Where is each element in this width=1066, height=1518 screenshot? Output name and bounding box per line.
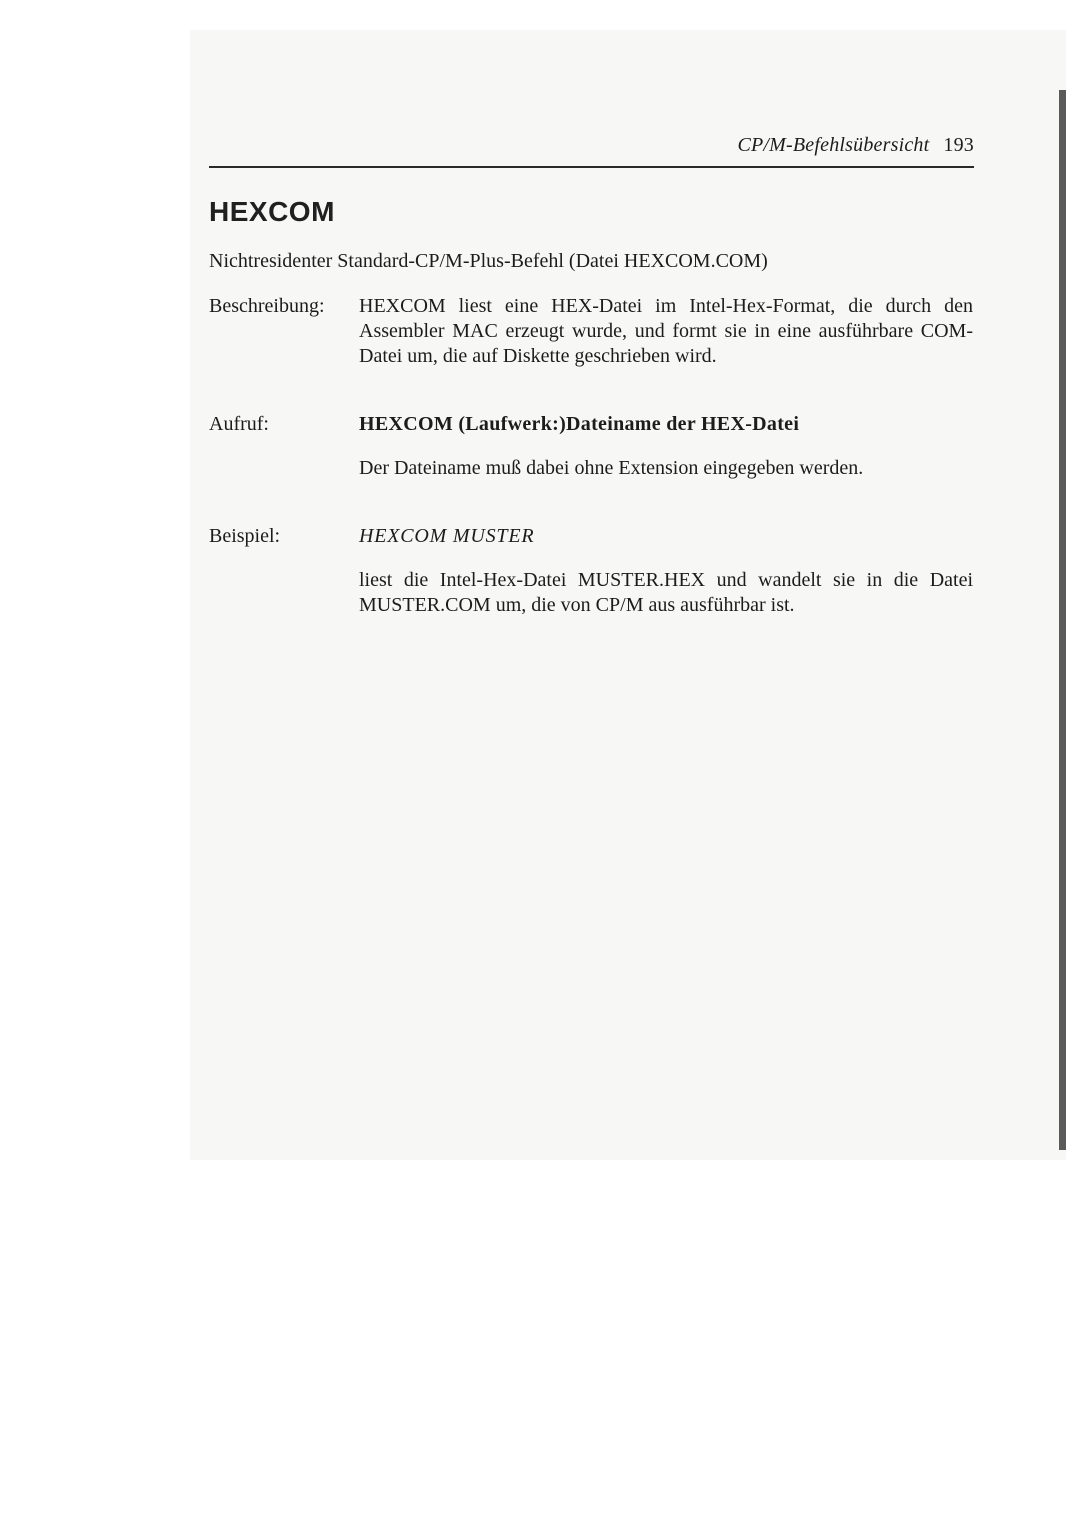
header-rule xyxy=(209,166,974,168)
header-title: CP/M-Befehlsübersicht xyxy=(737,134,930,156)
description-text: HEXCOM liest eine HEX-Datei im Intel-Hex-Format, die durch den Assembler MAC erzeugt wurde, und formt sie in eine ausführbare COM-Datei um, die auf Diskette geschrieben wird. xyxy=(359,295,973,367)
example-label: Beispiel: xyxy=(209,525,281,547)
call-entry xyxy=(209,412,974,437)
running-header xyxy=(737,134,974,157)
example-note: liest die Intel-Hex-Datei MUSTER.HEX und wandelt sie in die Datei MUSTER.COM um, die von CP/M aus ausführbar ist. xyxy=(359,569,973,616)
scan-edge-shadow xyxy=(1059,90,1066,1150)
description-label: Beschreibung: xyxy=(209,295,325,317)
page-number: 193 xyxy=(943,134,974,156)
call-label: Aufruf: xyxy=(209,413,269,435)
call-note: Der Dateiname muß dabei ohne Extension eingegeben werden. xyxy=(359,457,864,479)
example-entry xyxy=(209,524,974,549)
call-syntax: HEXCOM (Laufwerk:)Dateiname der HEX-Datei xyxy=(359,413,800,435)
description-entry xyxy=(209,294,974,394)
example-syntax: HEXCOM MUSTER xyxy=(359,525,535,547)
command-title: HEXCOM xyxy=(209,196,335,227)
command-subtitle: Nichtresidenter Standard-CP/M-Plus-Befehl (Datei HEXCOM.COM) xyxy=(209,250,768,272)
